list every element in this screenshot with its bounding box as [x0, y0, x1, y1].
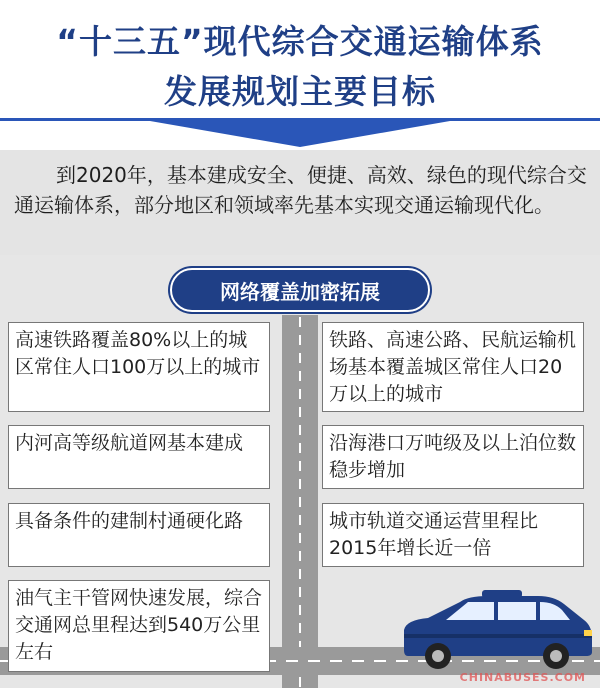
- intro-panel: [0, 150, 600, 255]
- goal-text: 铁路、高速公路、民航运输机场基本覆盖城区常住人口20万以上的城市: [329, 329, 577, 405]
- bus-icon: [398, 590, 594, 672]
- goal-card: [8, 322, 270, 412]
- page-title-line2: 发展规划主要目标: [164, 72, 436, 111]
- watermark: CHINABUSES.COM: [459, 671, 586, 684]
- goal-card: [322, 322, 584, 412]
- goal-text: 沿海港口万吨级及以上泊位数稳步增加: [329, 432, 577, 481]
- goal-card: [8, 425, 270, 489]
- goal-text: 高速铁路覆盖80%以上的城区常住人口100万以上的城市: [15, 329, 261, 378]
- goal-text: 具备条件的建制村通硬化路: [15, 510, 244, 532]
- goal-text: 城市轨道交通运营里程比2015年增长近一倍: [329, 510, 539, 559]
- goal-text: 油气主干管网快速发展，综合交通网总里程达到540万公里左右: [15, 587, 263, 663]
- goal-card: [322, 425, 584, 489]
- section-title: 网络覆盖加密拓展: [170, 268, 430, 312]
- chevron-down-icon: [150, 121, 450, 147]
- goal-card: [322, 503, 584, 567]
- intro-text: 到2020年，基本建成安全、便捷、高效、绿色的现代综合交通运输体系，部分地区和领域率先基本实现交通运输现代化。: [14, 163, 587, 217]
- header: [0, 0, 600, 150]
- goal-card: [8, 580, 270, 672]
- goal-text: 内河高等级航道网基本建成: [15, 432, 244, 454]
- goal-card: [8, 503, 270, 567]
- page-title-line1: “十三五”现代综合交通运输体系: [56, 22, 544, 61]
